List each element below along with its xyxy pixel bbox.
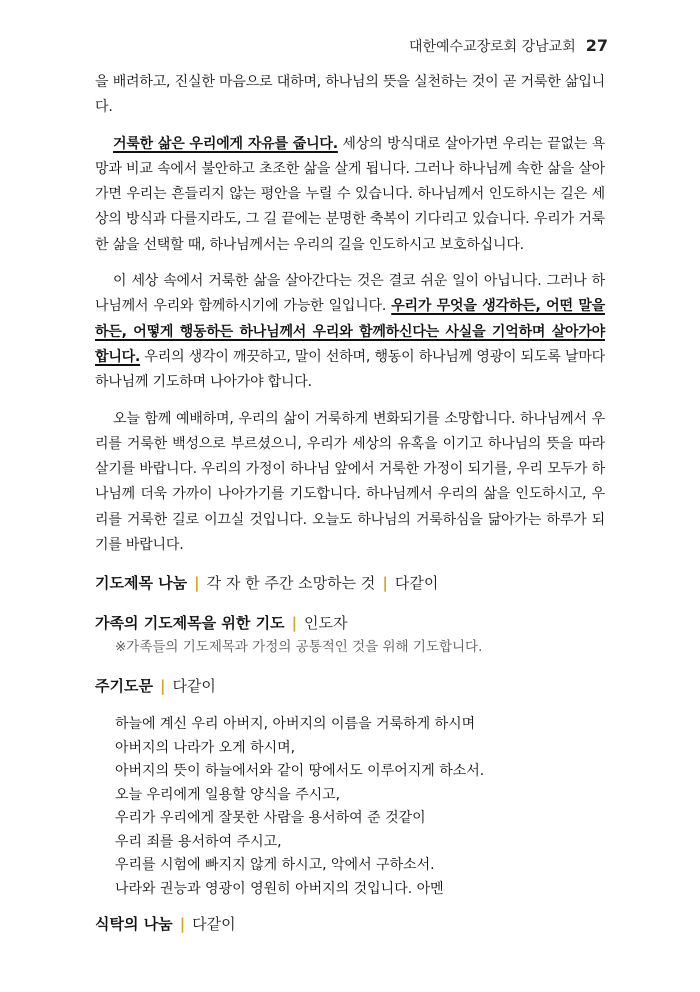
section-table-sharing <box>95 913 605 935</box>
prayer-line: 아버지의 뜻이 하늘에서와 같이 땅에서도 이루어지게 하소서. <box>115 763 485 780</box>
section-value: 각 자 한 주간 소망하는 것 <box>206 574 376 593</box>
section-title: 기도제목 나눔 <box>95 574 188 593</box>
divider-bar: | <box>179 915 186 934</box>
prayer-line: 아버지의 나라가 오게 하시며, <box>115 739 296 756</box>
paragraph-4: 오늘 함께 예배하며, 우리의 삶이 거룩하게 변화되기를 소망합니다. 하나님께서 우리를 거룩한 백성으로 부르셨으니, 우리가 세상의 유혹을 이기고 하나님의 뜻을 따라 살기를 바랍니다. 우리의 가정이 하나님 앞에서 거룩한 가정이 되기를, 우리 모두가 하나님께 더욱 가까이 나아가기를 기도합니다. 하나님께서 우리의 삶을 인도하시고, 우리를 거룩한 길로 이끄실 것입니다. 오늘도 하나님의 거룩하심을 닮아가는 하루가 되기를 바랍니다. <box>95 410 605 554</box>
lords-prayer-text <box>115 713 605 901</box>
section-title: 식탁의 나눔 <box>95 915 173 934</box>
section-title: 주기도문 <box>95 677 153 696</box>
section-prayer-topics <box>95 572 605 594</box>
section-title: 가족의 기도제목을 위한 기도 <box>95 614 285 633</box>
paragraph-3-text-after: 우리의 생각이 깨끗하고, 말이 선하며, 행동이 하나님께 영광이 되도록 날마다 하나님께 기도하며 나아가야 합니다. <box>95 348 605 391</box>
prayer-line: 우리가 우리에게 잘못한 사람을 용서하여 준 것같이 <box>115 810 426 827</box>
section-leader: 인도자 <box>304 614 348 633</box>
paragraph-2-text: 세상의 방식대로 살아가면 우리는 끝없는 욕망과 비교 속에서 불안하고 초조한 삶을 살게 됩니다. 그러나 하나님께 속한 삶을 살아가면 우리는 흔들리지 않는 평안을 누릴 수 있습니다. 하나님께서 인도하시는 길은 세상의 방식과 다를지라도, 그 길 끝에는 분명한 축복이 기다리고 있습니다. 우리가 거룩한 삶을 선택할 때, 하나님께서는 우리의 길을 인도하시고 보호하십니다. <box>95 135 605 253</box>
divider-bar: | <box>159 677 166 696</box>
church-name: 대한예수교장로회 강남교회 <box>408 39 576 55</box>
paragraph-2-emphasis: 거룩한 삶은 우리에게 자유를 줍니다. <box>113 135 338 152</box>
prayer-line: 하늘에 계신 우리 아버지, 아버지의 이름을 거룩하게 하시며 <box>115 716 476 733</box>
paragraph-3 <box>95 269 605 395</box>
paragraph-3-text-before: 이 세상 속에서 거룩한 삶을 살아간다는 것은 결코 쉬운 일이 아닙니다. 그러나 하나님께서 우리와 함께하시기에 가능한 일입니다. <box>95 273 605 315</box>
page-number: 27 <box>585 36 608 55</box>
section-leader: 다같이 <box>394 574 439 593</box>
divider-bar: | <box>382 574 388 593</box>
family-prayer-note: ※가족들의 기도제목과 가정의 공통적인 것을 위해 기도합니다. <box>115 639 483 656</box>
section-leader: 다같이 <box>192 915 236 934</box>
prayer-line: 오늘 우리에게 일용할 양식을 주시고, <box>115 786 341 803</box>
paragraph-1: 을 배려하고, 진실한 마음으로 대하며, 하나님의 뜻을 실천하는 것이 곧 거룩한 삶입니다. <box>95 74 605 116</box>
prayer-line: 우리 죄를 용서하여 주시고, <box>115 833 282 850</box>
prayer-line: 우리를 시험에 빠지지 않게 하시고, 악에서 구하소서. <box>115 857 435 874</box>
section-family-prayer <box>95 612 605 634</box>
page-header <box>409 36 608 56</box>
prayer-line: 나라와 권능과 영광이 영원히 아버지의 것입니다. 아멘 <box>115 880 444 897</box>
section-leader: 다같이 <box>172 677 216 696</box>
divider-bar: | <box>291 614 298 633</box>
paragraph-2 <box>95 132 605 258</box>
divider-bar: | <box>194 574 200 593</box>
section-lords-prayer <box>95 675 605 697</box>
page-body <box>95 70 605 935</box>
paragraph-3-emphasis: 우리가 무엇을 생각하든, 어떤 말을 하든, 어떻게 행동하든 하나님께서 우리와 함께하신다는 사실을 기억하며 살아가야 합니다. <box>95 298 605 365</box>
